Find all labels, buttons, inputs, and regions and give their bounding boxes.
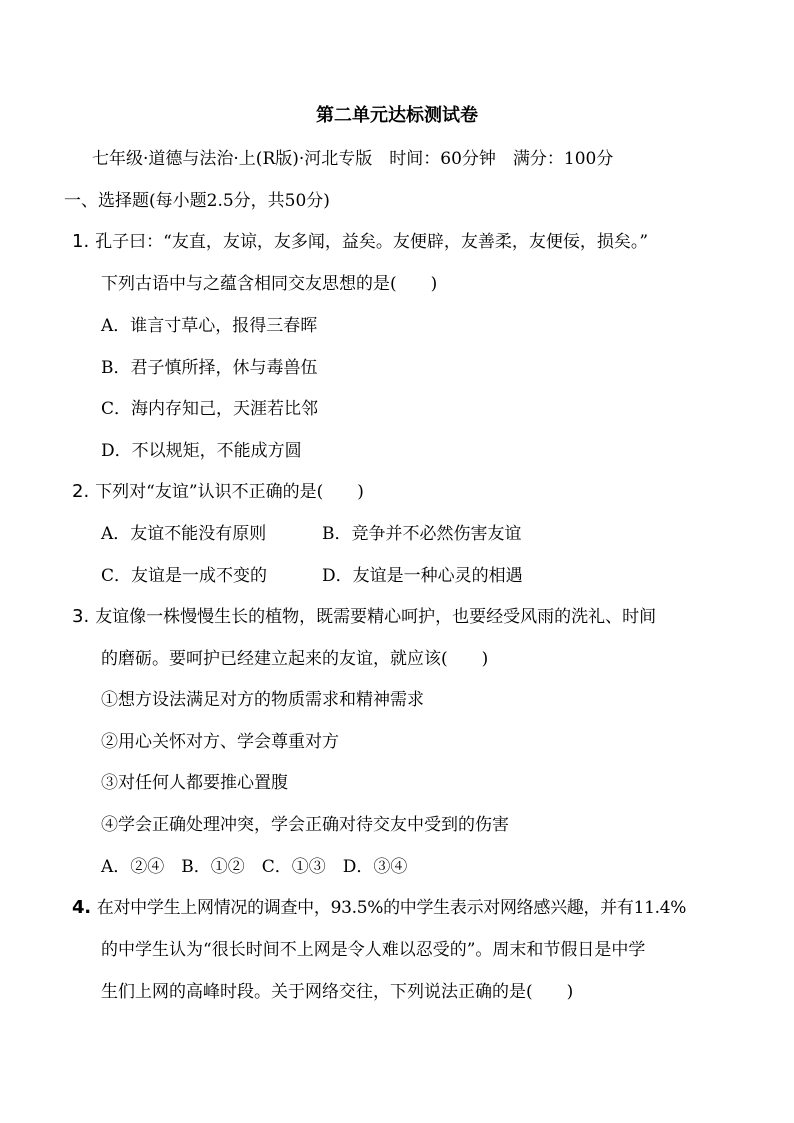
question-4-text-3: 生们上网的高峰时段。关于网络交往，下列说法正确的是( ) — [101, 982, 574, 1002]
question-2-line-1 — [72, 481, 364, 503]
exam-title: 第二单元达标测试卷 — [316, 105, 478, 126]
question-2-text-1: 下列对“友谊”认识不正确的是( ) — [95, 482, 364, 502]
question-4-line-1 — [72, 897, 686, 919]
question-1-text-1: 孔子曰：“友直，友谅，友多闻，益矣。友便辟，友善柔，友便佞，损矣。” — [95, 232, 649, 252]
question-1-option-d: D．不以规矩，不能成方圆 — [101, 441, 302, 461]
section-heading: 一、选择题(每小题2.5分，共50分) — [64, 191, 330, 211]
question-4-number: 4. — [72, 897, 91, 918]
question-2-option-c: C．友谊是一成不变的 — [101, 566, 268, 586]
question-1-option-a: A．谁言寸草心，报得三春晖 — [101, 316, 318, 336]
question-3-statement-2: ②用心关怀对方、学会尊重对方 — [101, 732, 339, 752]
question-1-number: 1. — [72, 231, 90, 252]
question-3-options: A．②④ B．①② C．①③ D．③④ — [101, 857, 408, 877]
question-3-line-1 — [72, 606, 656, 628]
question-3-text-2: 的磨砺。要呵护已经建立起来的友谊，就应该( ) — [101, 649, 489, 669]
question-3-statement-4: ④学会正确处理冲突，学会正确对待交友中受到的伤害 — [101, 815, 509, 835]
question-2-option-b: B．竞争并不必然伤害友谊 — [322, 524, 522, 544]
question-1-option-c: C．海内存知己，天涯若比邻 — [101, 399, 319, 419]
question-4-text-1: 在对中学生上网情况的调查中，93.5%的中学生表示对网络感兴趣，并有11.4% — [96, 898, 687, 918]
question-3-number: 3. — [72, 606, 90, 627]
question-1-line-1 — [72, 231, 648, 253]
question-3-statement-1: ①想方设法满足对方的物质需求和精神需求 — [101, 690, 424, 710]
exam-subtitle: 七年级·道德与法治·上(R版)·河北专版 时间：60分钟 满分：100分 — [92, 149, 614, 169]
question-2-option-a: A．友谊不能没有原则 — [101, 524, 267, 544]
question-3-text-1: 友谊像一株慢慢生长的植物，既需要精心呵护，也要经受风雨的洗礼、时间 — [95, 607, 657, 627]
question-1-text-2: 下列古语中与之蕴含相同交友思想的是( ) — [101, 274, 438, 294]
question-2-option-d: D．友谊是一种心灵的相遇 — [322, 566, 523, 586]
question-2-number: 2. — [72, 481, 90, 502]
question-4-text-2: 的中学生认为“很长时间不上网是令人难以忍受的”。周末和节假日是中学 — [101, 940, 646, 960]
question-1-option-b: B．君子慎所择，休与毒兽伍 — [101, 358, 318, 378]
question-3-statement-3: ③对任何人都要推心置腹 — [101, 773, 288, 793]
